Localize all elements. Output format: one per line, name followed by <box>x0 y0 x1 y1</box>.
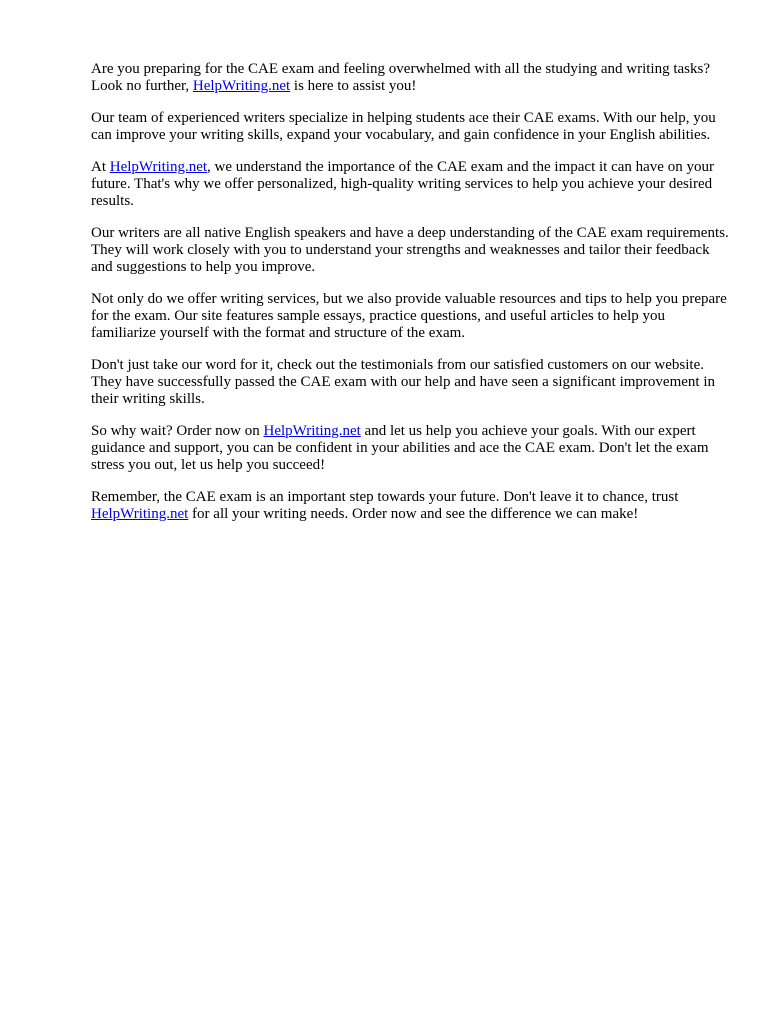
paragraph-text: So why wait? Order now on <box>91 423 264 439</box>
paragraph-importance <box>91 159 731 210</box>
helpwriting-link[interactable]: HelpWriting.net <box>91 506 189 522</box>
helpwriting-link[interactable]: HelpWriting.net <box>263 423 361 439</box>
paragraph-text: for all your writing needs. Order now and see the difference we can make! <box>188 506 639 522</box>
paragraph-text: At <box>91 159 110 175</box>
paragraph-team <box>91 110 731 144</box>
paragraph-text: is here to assist you! <box>290 78 417 94</box>
paragraph-intro <box>91 61 731 95</box>
helpwriting-link[interactable]: HelpWriting.net <box>192 78 291 94</box>
paragraph-text: Our team of experienced writers specialize in helping students ace their CAE exams. With our help, you can improve your writing skills, expand your vocabulary, and gain confidence in your English abilities. <box>91 110 716 143</box>
helpwriting-link[interactable]: HelpWriting.net <box>109 159 208 175</box>
paragraph-writers <box>91 225 731 276</box>
paragraph-text: Our writers are all native English speakers and have a deep understanding of the CAE exam requirements. They will work closely with you to understand your strengths and weaknesses and tailor their feedback and suggestions to help you improve. <box>91 225 729 275</box>
paragraph-order-now <box>91 423 731 474</box>
paragraph-text: Are you preparing for the CAE exam and feeling overwhelmed with all the studying and writing tasks? Look no further, <box>91 61 710 94</box>
paragraph-remember <box>91 489 731 523</box>
paragraph-resources <box>91 291 731 342</box>
paragraph-text: Don't just take our word for it, check out the testimonials from our satisfied customers on our website. They have successfully passed the CAE exam with our help and have seen a significant improvement in their writing skills. <box>91 357 715 407</box>
paragraph-text: , we understand the importance of the CAE exam and the impact it can have on your future. That's why we offer personalized, high-quality writing services to help you achieve your desired results. <box>91 159 714 209</box>
document-body <box>91 61 731 538</box>
paragraph-text: and let us help you achieve your goals. With our expert guidance and support, you can be confident in your abilities and ace the CAE exam. Don't let the exam stress you out, let us help you succeed! <box>91 423 709 473</box>
paragraph-testimonials <box>91 357 731 408</box>
paragraph-text: Remember, the CAE exam is an important step towards your future. Don't leave it to chance, trust <box>91 489 679 505</box>
paragraph-text: Not only do we offer writing services, but we also provide valuable resources and tips to help you prepare for the exam. Our site features sample essays, practice questions, and useful articles to help you familiarize yourself with the format and structure of the exam. <box>91 291 727 341</box>
